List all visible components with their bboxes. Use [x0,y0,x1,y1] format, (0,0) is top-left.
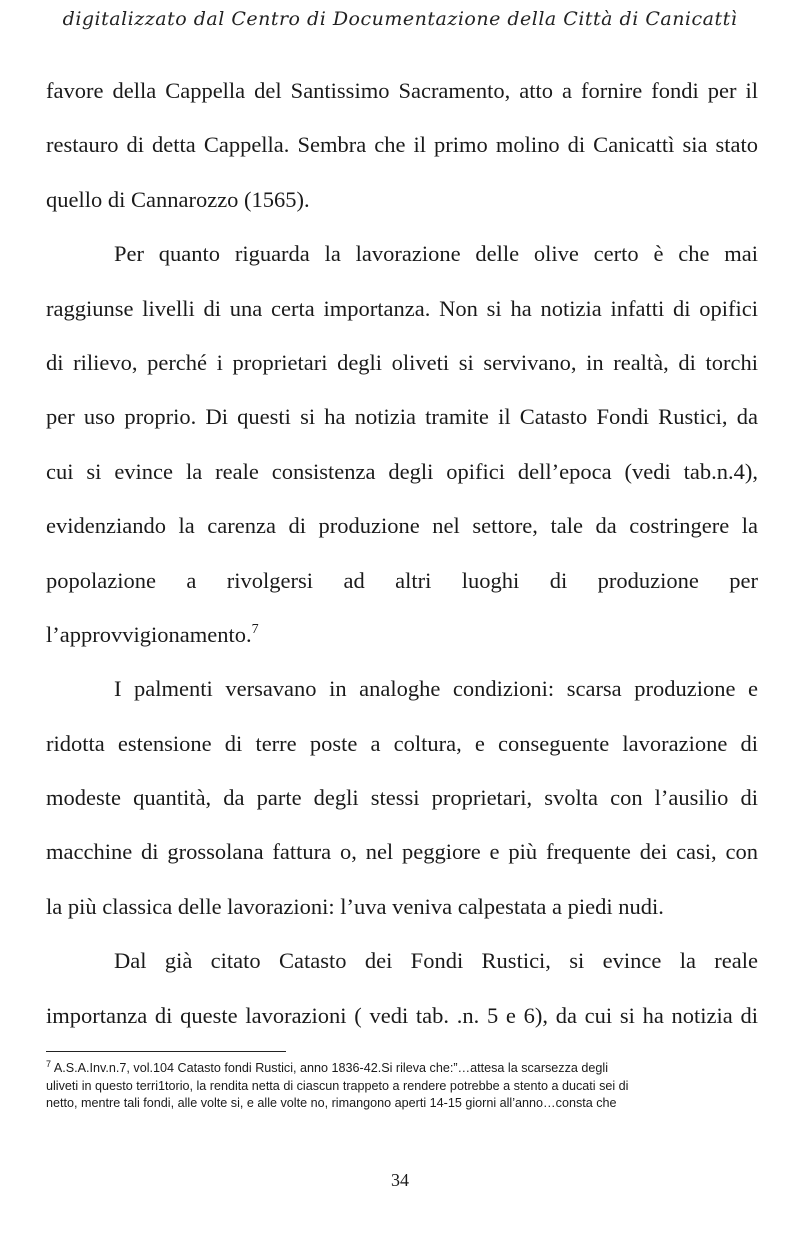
main-text [46,64,758,1043]
text-line: raggiunse livelli di una certa importanza. Non si ha notizia infatti di opifici [46,295,758,321]
text-line: I palmenti versavano in analoghe condizioni: scarsa produzione e [114,676,758,702]
footnote-line: netto, mentre tali fondi, alle volte si, e alle volte no, rimangono aperti 14-15 giorni all’anno…consta che [46,1096,617,1110]
footnote-separator [46,1051,286,1052]
text-line: Per quanto riguarda la lavorazione delle olive certo è che mai [114,241,758,267]
footnote-line [46,1060,760,1078]
text-line: modeste quantità, da parte degli stessi proprietari, svolta con l’ausilio di [46,785,758,811]
text-line: evidenziando la carenza di produzione nel settore, tale da costringere la [46,513,758,539]
text-line: di rilievo, perché i proprietari degli oliveti si servivano, in realtà, di torchi [46,349,758,375]
text-line: cui si evince la reale consistenza degli opifici dell’epoca (vedi tab.n.4), [46,458,758,484]
footnote-line: uliveti in questo terri1torio, la rendita netta di ciascun trappeto a rendere potrebbe a stento a ducati sei di [46,1078,629,1093]
text-line: per uso proprio. Di questi si ha notizia tramite il Catasto Fondi Rustici, da [46,404,758,430]
text-line: quello di Cannarozzo (1565). [46,186,310,212]
footnote [46,1060,760,1113]
footnote-text: A.S.A.Inv.n.7, vol.104 Catasto fondi Rustici, anno 1836-42.Si rileva che:”…attesa la scarsezza degli [53,1061,609,1075]
text-line-with-footnote-ref [46,608,758,662]
footnote-number: 7 [46,1059,52,1069]
text-line: importanza di queste lavorazioni ( vedi tab. .n. 5 e 6), da cui si ha notizia di [46,1002,758,1028]
text-line: popolazione a rivolgersi ad altri luoghi di produzione per [46,567,758,593]
text-line: restauro di detta Cappella. Sembra che il primo molino di Canicattì sia stato [46,132,758,158]
text-line: favore della Cappella del Santissimo Sacramento, atto a fornire fondi per il [46,78,758,103]
text-line: macchine di grossolana fattura o, nel peggiore e più frequente dei casi, con [46,839,758,865]
text-line: ridotta estensione di terre poste a coltura, e conseguente lavorazione di [46,730,758,756]
text-line: la più classica delle lavorazioni: l’uva veniva calpestata a piedi nudi. [46,893,664,919]
footnote-reference[interactable]: 7 [251,621,259,637]
digitization-watermark: digitalizzato dal Centro di Documentazione della Città di Canicattì [62,8,738,30]
text-line: l’approvvigionamento. [46,621,252,647]
text-line: Dal già citato Catasto dei Fondi Rustici, si evince la reale [114,948,758,974]
page-number: 34 [391,1170,409,1190]
